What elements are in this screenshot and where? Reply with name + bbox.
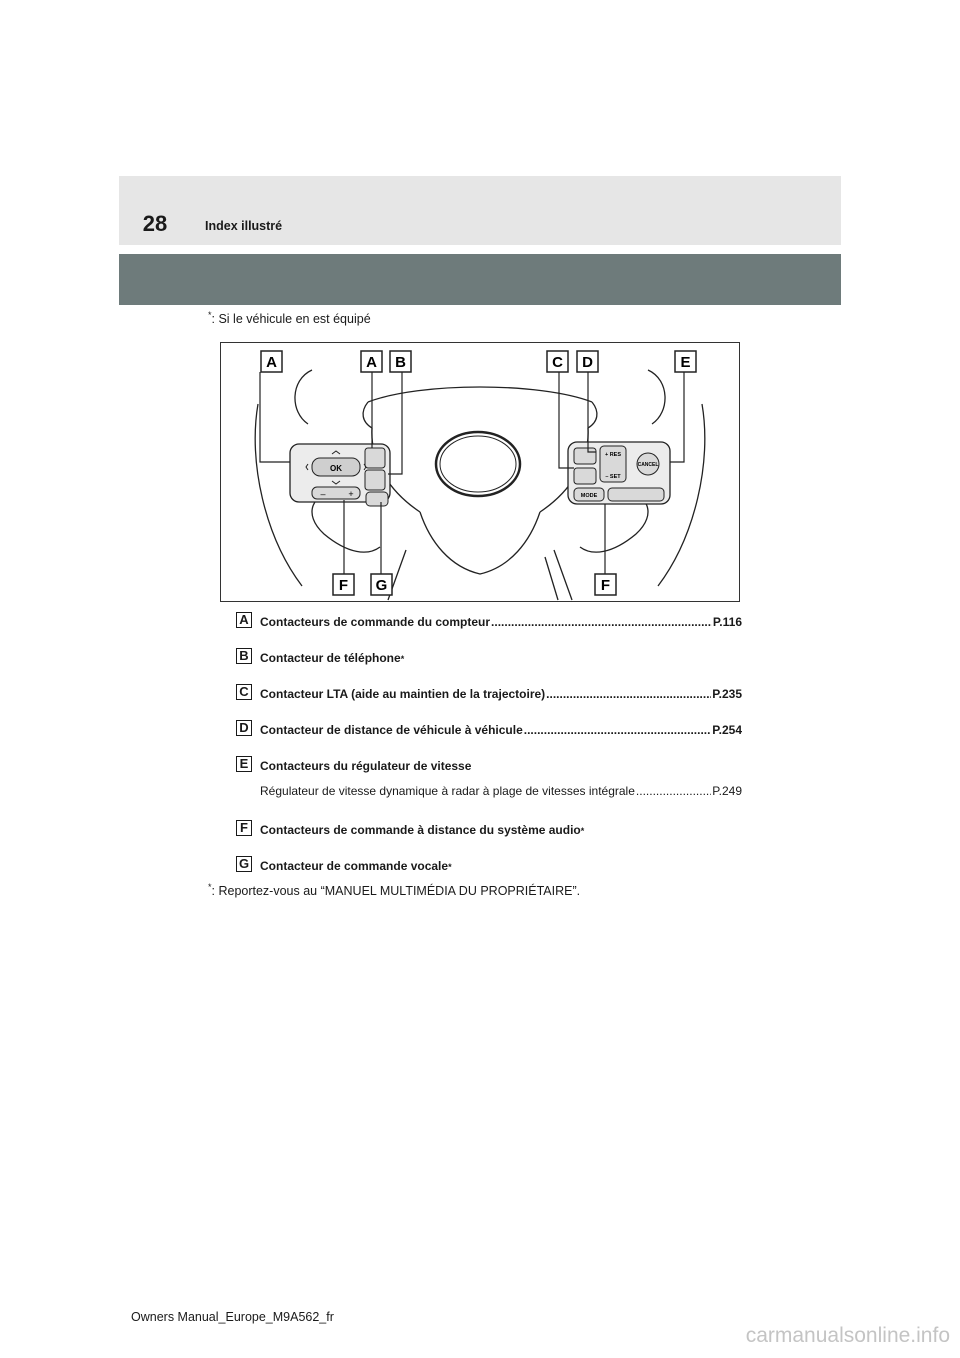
callout-a-left [261, 351, 282, 372]
leader-dots [491, 615, 712, 629]
legend-letter: B [236, 648, 252, 664]
svg-text:G: G [375, 577, 388, 594]
callout-c [547, 351, 568, 372]
callout-f-left [333, 574, 354, 595]
legend-label: Contacteurs de commande du compteur [260, 615, 491, 629]
callout-e [675, 351, 696, 372]
legend-label: Contacteurs de commande à distance du système audio [260, 823, 581, 837]
legend-label: Contacteur de téléphone [260, 651, 401, 665]
svg-text:E: E [680, 354, 691, 371]
volume-minus-label: – [320, 489, 326, 499]
volume-plus-label: + [348, 489, 354, 499]
leader-dots [524, 723, 711, 737]
legend-label: Contacteur de distance de véhicule à véhicule [260, 723, 523, 737]
page-reference[interactable]: P.235 [712, 687, 742, 701]
legend-label: Contacteurs du régulateur de vitesse [260, 759, 472, 773]
leader-dots [636, 784, 711, 798]
legend-letter: D [236, 720, 252, 736]
page-reference[interactable]: P.249 [712, 784, 742, 798]
header-band [119, 176, 841, 245]
footnote-equipped [208, 311, 371, 327]
page-number: 28 [142, 211, 168, 236]
cancel-button-label: CANCEL [637, 462, 659, 468]
left-switch-panel [290, 444, 390, 506]
legend-item-d [236, 720, 742, 742]
legend-letter: C [236, 684, 252, 700]
section-title: Index illustré [205, 219, 283, 233]
legend-letter: A [236, 612, 252, 628]
svg-text:A: A [366, 354, 377, 371]
callout-f-right [595, 574, 616, 595]
callout-a-right [361, 351, 382, 372]
legend-item-b: B Contacteur de téléphone * [236, 648, 742, 670]
legend-item-g: G Contacteur de commande vocale * [236, 856, 742, 878]
legend-item-e [236, 756, 742, 806]
footnote-multimedia [208, 883, 580, 899]
page-reference[interactable]: P.116 [712, 615, 742, 629]
ok-button-label: OK [330, 464, 342, 473]
asterisk: * [208, 309, 212, 320]
svg-text:A: A [266, 354, 277, 371]
legend-letter: F [236, 820, 252, 836]
set-button-label: – SET [605, 474, 621, 480]
legend-item-c [236, 684, 742, 706]
callout-g [371, 574, 392, 595]
footnote-text: : Reportez-vous au “MANUEL MULTIMÉDIA DU PROPRIÉTAIRE”. [211, 884, 581, 898]
legend-letter: E [236, 756, 252, 772]
svg-text:F: F [338, 577, 349, 594]
footnote-text: : Si le véhicule en est équipé [211, 312, 371, 326]
mode-button-label: MODE [580, 493, 598, 499]
right-switch-panel [568, 442, 670, 504]
watermark: carmanualsonline.info [745, 1324, 950, 1347]
callout-d [577, 351, 598, 372]
svg-text:F: F [600, 577, 611, 594]
callout-b [390, 351, 411, 372]
legend-item-f: F Contacteurs de commande à distance du système audio * [236, 820, 742, 842]
legend-sub-label: Régulateur de vitesse dynamique à radar à plage de vitesses intégrale [260, 784, 635, 798]
legend-label: Contacteur de commande vocale [260, 859, 449, 873]
leader-dots [546, 687, 711, 701]
page-reference[interactable]: P.254 [712, 723, 742, 737]
steering-wheel-figure [220, 342, 740, 602]
asterisk: * [208, 881, 212, 892]
section-banner [119, 254, 841, 305]
legend-item-a [236, 612, 742, 634]
svg-text:B: B [395, 354, 406, 371]
svg-text:D: D [582, 354, 593, 371]
legend-letter: G [236, 856, 252, 872]
document-footer: Owners Manual_Europe_M9A562_fr [131, 1310, 334, 1324]
legend-label: Contacteur LTA (aide au maintien de la trajectoire) [260, 687, 546, 701]
res-button-label: + RES [604, 452, 622, 458]
svg-text:C: C [552, 354, 563, 371]
steering-wheel-illustration [220, 342, 740, 602]
